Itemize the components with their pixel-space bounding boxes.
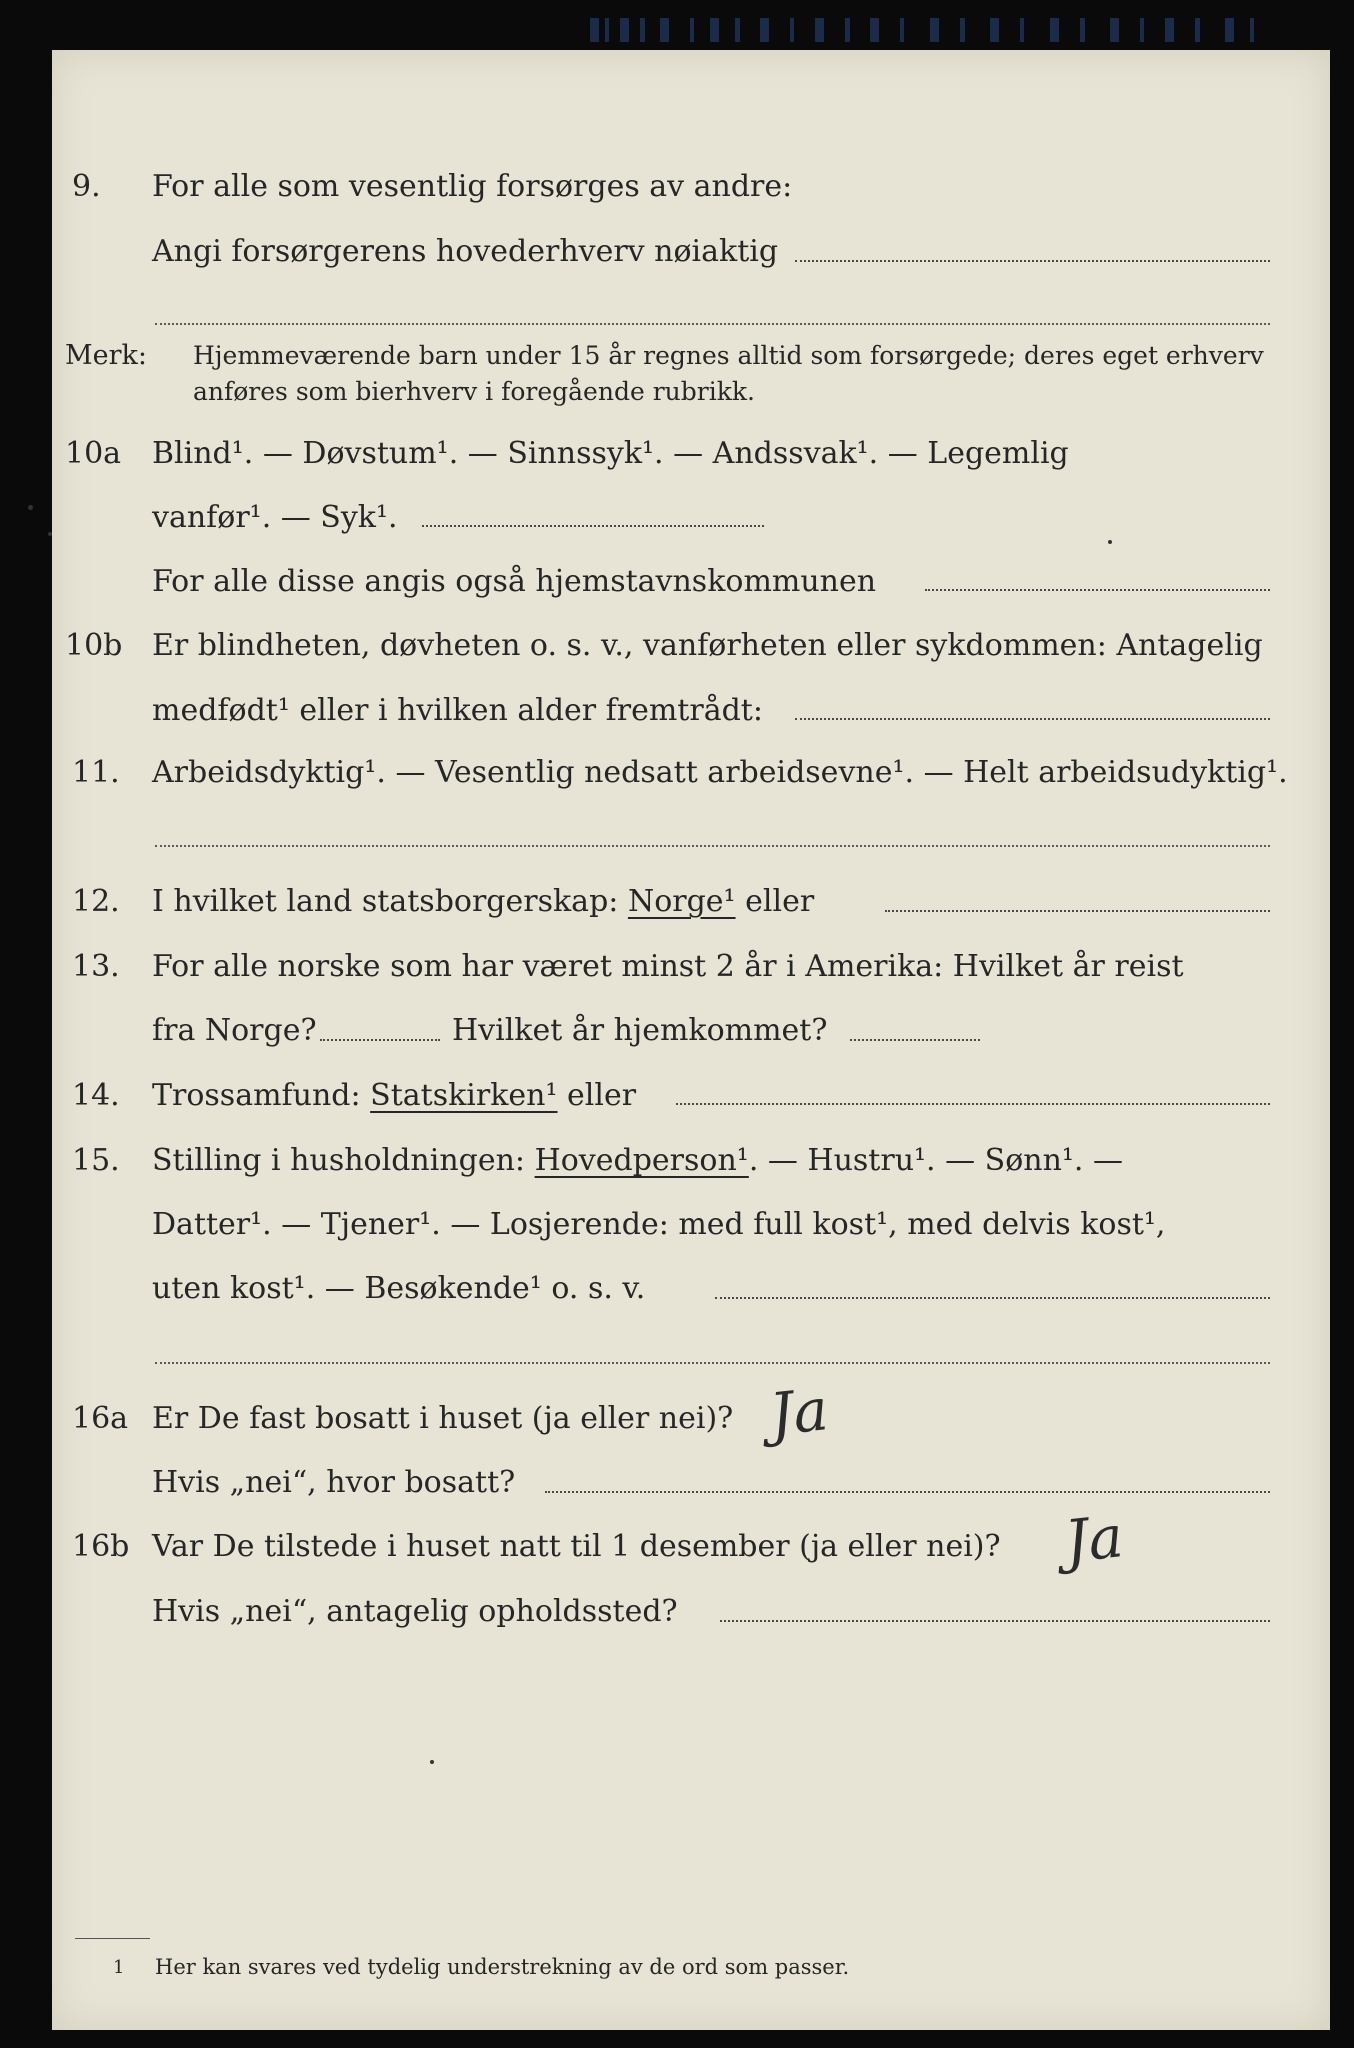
item-number: 13. — [72, 949, 120, 984]
answer-line[interactable] — [676, 1103, 1270, 1105]
handwritten-answer: Ja — [1061, 1502, 1127, 1576]
item-text: Er De fast bosatt i huset (ja eller nei)? — [152, 1401, 734, 1436]
answer-line[interactable] — [795, 260, 1270, 262]
underlined-answer: Statskirken¹ — [370, 1078, 558, 1113]
answer-line[interactable] — [715, 1297, 1270, 1299]
answer-line[interactable] — [155, 845, 1270, 847]
item-suffix: eller — [745, 884, 815, 919]
item-text: vanfør¹. — Syk¹. — [152, 500, 398, 535]
answer-line[interactable] — [720, 1620, 1270, 1622]
item-13-line-2 — [0, 1001, 1354, 1061]
item-suffix: eller — [567, 1078, 637, 1113]
item-number: 12. — [72, 884, 120, 919]
item-number: 11. — [72, 755, 120, 790]
item-16b-line-2 — [0, 1582, 1354, 1642]
item-text: Er blindheten, døvheten o. s. v., vanførheten eller sykdommen: Antagelig — [152, 628, 1263, 663]
item-text: Blind¹. — Døvstum¹. — Sinnssyk¹. — Andssvak¹. — Legemlig — [152, 436, 1069, 471]
merk-label: Merk: — [65, 340, 147, 371]
item-15-line-2 — [0, 1195, 1354, 1255]
item-text: medfødt¹ eller i hvilken alder fremtrådt: — [152, 693, 763, 728]
underlined-answer: Norge¹ — [627, 884, 736, 919]
item-number: 9. — [72, 169, 101, 204]
merk-note-line-2 — [0, 362, 1354, 422]
item-13 — [0, 937, 1354, 997]
item-10b-line-2 — [0, 681, 1354, 741]
footnote-text: Her kan svares ved tydelig understrekning av de ord som passer. — [155, 1955, 850, 1979]
item-number: 10b — [65, 628, 123, 663]
item-text: Var De tilstede i huset natt til 1 desember (ja eller nei)? — [152, 1529, 1001, 1564]
item-9-line-2 — [0, 222, 1354, 282]
footnote-rule — [75, 1938, 150, 1939]
item-text: Hvis „nei“, antagelig opholdssted? — [152, 1594, 678, 1629]
item-11 — [0, 743, 1354, 803]
item-prefix: I hvilket land statsborgerskap: — [152, 884, 619, 919]
item-text: Angi forsørgerens hovederhverv nøiaktig — [152, 234, 779, 269]
item-text: fra Norge? — [152, 1013, 317, 1048]
answer-line[interactable] — [925, 589, 1270, 591]
item-10b — [0, 616, 1354, 676]
divider-rule — [155, 323, 1270, 325]
item-10a — [0, 424, 1354, 484]
item-16a-line-2 — [0, 1453, 1354, 1513]
item-9 — [0, 157, 1354, 217]
item-text: Hvis „nei“, hvor bosatt? — [152, 1465, 516, 1500]
merk-text: Hjemmeværende barn under 15 år regnes alltid som forsørgede; deres eget erhverv — [193, 341, 1264, 370]
item-text — [152, 1131, 1123, 1191]
item-text — [152, 872, 814, 932]
item-prefix: Stilling i husholdningen: — [152, 1143, 526, 1178]
item-16a — [0, 1389, 1354, 1449]
item-rest: . — Hustru¹. — Sønn¹. — — [748, 1143, 1124, 1178]
answer-line[interactable] — [422, 525, 764, 527]
answer-line[interactable] — [795, 718, 1270, 720]
item-16b — [0, 1517, 1354, 1577]
item-15 — [0, 1131, 1354, 1191]
scan-speck — [28, 505, 33, 510]
item-prefix: Trossamfund: — [152, 1078, 361, 1113]
item-number: 15. — [72, 1143, 120, 1178]
item-text: Arbeidsdyktig¹. — Vesentlig nedsatt arbeidsevne¹. — Helt arbeidsudyktig¹. — [152, 755, 1288, 790]
handwritten-answer: Ja — [766, 1375, 832, 1449]
item-number: 10a — [65, 436, 122, 471]
answer-line[interactable] — [545, 1491, 1270, 1493]
merk-text: anføres som bierhverv i foregående rubrikk. — [193, 377, 755, 406]
underlined-answer: Hovedperson¹ — [534, 1143, 749, 1178]
item-number: 16a — [72, 1401, 129, 1436]
item-10a-line-3 — [0, 552, 1354, 612]
item-text: For alle disse angis også hjemstavnskommunen — [152, 564, 877, 599]
item-text — [152, 1066, 636, 1126]
item-14 — [0, 1066, 1354, 1126]
item-15-line-3 — [0, 1259, 1354, 1319]
item-text: Hvilket år hjemkommet? — [452, 1013, 828, 1048]
item-text: For alle som vesentlig forsørges av andre: — [152, 169, 793, 204]
scan-speck — [430, 1760, 434, 1764]
item-text: uten kost¹. — Besøkende¹ o. s. v. — [152, 1271, 646, 1306]
footnote-mark: 1 — [113, 1957, 125, 1978]
item-number: 16b — [72, 1529, 130, 1564]
item-text: For alle norske som har været minst 2 år i Amerika: Hvilket år reist — [152, 949, 1184, 984]
item-10a-line-2 — [0, 488, 1354, 548]
item-text: Datter¹. — Tjener¹. — Losjerende: med full kost¹, med delvis kost¹, — [152, 1207, 1166, 1242]
item-12 — [0, 872, 1354, 932]
scan-speck — [1108, 540, 1112, 544]
answer-line[interactable] — [850, 1039, 980, 1041]
scan-speck — [48, 532, 52, 536]
answer-line[interactable] — [885, 910, 1270, 912]
answer-line[interactable] — [155, 1362, 1270, 1364]
answer-line[interactable] — [320, 1039, 440, 1041]
item-number: 14. — [72, 1078, 120, 1113]
